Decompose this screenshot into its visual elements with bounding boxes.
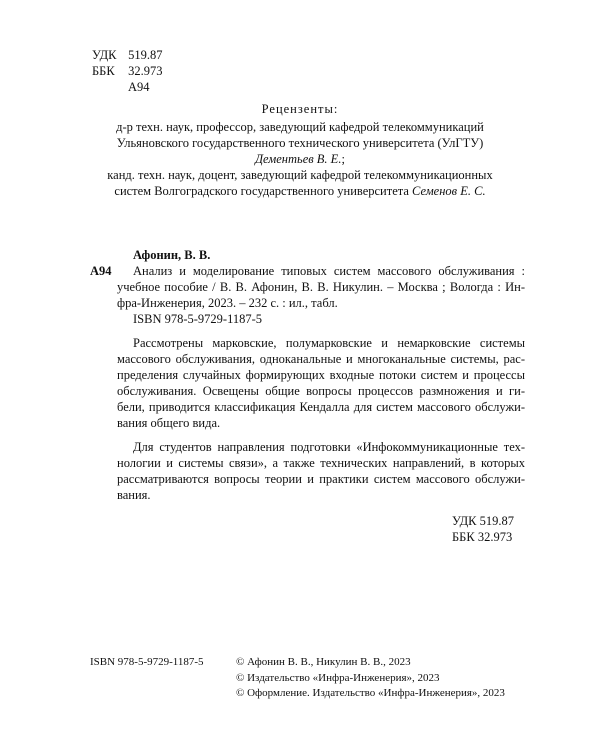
bbk-line [92, 63, 163, 79]
reviewer-separator: ; [341, 152, 345, 166]
reviewer2-line2 [0, 183, 600, 199]
abstract-line: нологии и системы связи», а также технических направлений, в которых [117, 456, 525, 470]
catalog-line: фра-Инженерия, 2023. – 232 с. : ил., табл. [117, 296, 338, 310]
classification-block [92, 47, 163, 95]
reviewer1-line2: Ульяновского государственного технического университета (УлГТУ) [116, 136, 484, 150]
udk-footer-line: УДК 519.87 [452, 514, 514, 528]
udk-value: 519.87 [128, 48, 163, 62]
author-mark: А94 [128, 80, 150, 94]
copyright-line: © Оформление. Издательство «Инфра-Инженерия», 2023 [236, 687, 505, 699]
reviewer2-name: Семенов Е. С. [412, 184, 486, 198]
reviewer2-line1: канд. техн. наук, доцент, заведующий кафедрой телекоммуникационных [107, 168, 493, 182]
catalog-line: Анализ и моделирование типовых систем массового обслуживания : [133, 264, 525, 278]
abstract-line: массового обслуживания, одноканальные и многоканальные системы, рас- [117, 352, 525, 366]
copyright-line: © Издательство «Инфра-Инженерия», 2023 [236, 671, 440, 684]
bbk-value: 32.973 [128, 64, 163, 78]
reviewers-title: Рецензенты: [261, 102, 339, 116]
abstract-line: вания. [117, 488, 151, 502]
catalog-code: А94 [90, 264, 112, 278]
udk-label: УДК [92, 48, 117, 62]
bbk-footer-line: ББК 32.973 [452, 530, 513, 544]
abstract-line: рассматриваются вопросы теории и практики систем массового обслужи- [117, 472, 525, 486]
reviewers-block [0, 101, 600, 199]
bbk-label: ББК [92, 64, 115, 78]
catalog-line: учебное пособие / В. В. Афонин, В. В. Никулин. – Москва ; Вологда : Ин- [117, 280, 525, 294]
udk-bbk-footer [452, 513, 514, 545]
copyright-block [236, 655, 505, 702]
abstract [117, 335, 525, 503]
catalog-author: Афонин, В. В. [133, 248, 211, 262]
reviewer2-affiliation: систем Волгоградского государственного университета [114, 184, 409, 198]
abstract-line: обслуживания. Освещены общие вопросы процессов размножения и ги- [117, 384, 525, 398]
catalog-isbn: ISBN 978-5-9729-1187-5 [133, 312, 263, 326]
catalog-description [117, 263, 525, 311]
copyright-line: © Афонин В. В., Никулин В. В., 2023 [236, 656, 411, 668]
reviewer1-line1: д-р техн. наук, профессор, заведующий кафедрой телекоммуникаций [116, 120, 484, 134]
reviewer1-name: Дементьев В. Е. [255, 152, 342, 166]
reviewer1-name-line [0, 151, 600, 167]
abstract-line: пределения случайных формирующих входные потоки систем и процессы [117, 368, 525, 382]
udk-line [92, 47, 163, 63]
abstract-line: вания общего вида. [117, 416, 221, 430]
abstract-line: бели, приводится классификация Кендалла для систем массового обслужи- [117, 400, 525, 414]
abstract-line: Рассмотрены марковские, полумарковские и немарковские системы [133, 336, 525, 350]
footer-isbn: ISBN 978-5-9729-1187-5 [90, 656, 204, 668]
abstract-line: Для студентов направления подготовки «Инфокоммуникационные тех- [133, 440, 525, 454]
